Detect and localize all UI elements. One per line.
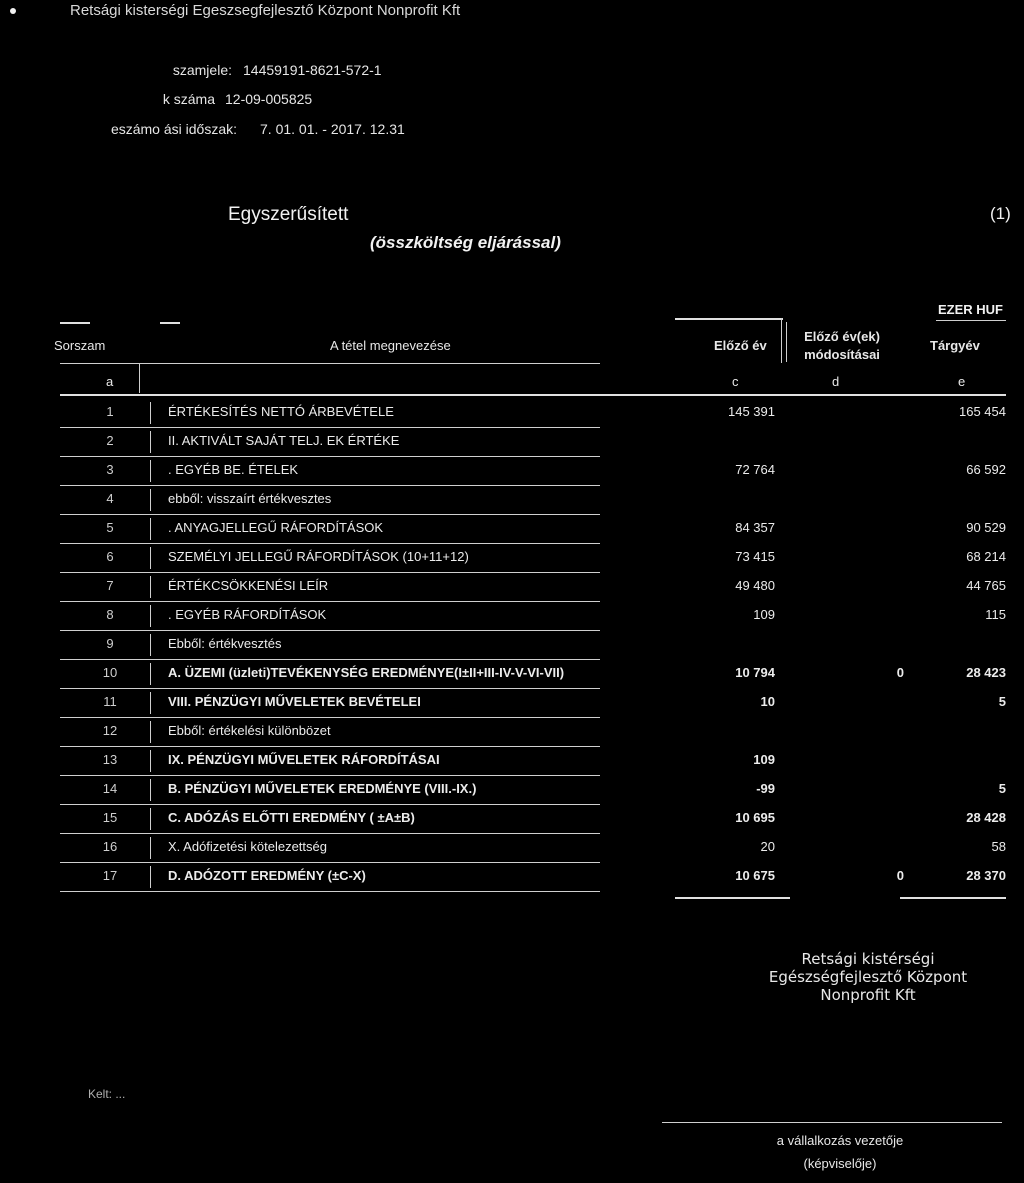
table-row (0, 545, 1024, 569)
row-col-divider (150, 808, 151, 830)
row-col-divider (150, 779, 151, 801)
row-curr-value: 58 (991, 839, 1006, 854)
row-prev-value: -99 (756, 781, 775, 796)
company-name: Retsági kisterségi Egeszsegfejlesztő Központ Nonprofit Kft (70, 2, 461, 19)
row-prev-value: 20 (760, 839, 775, 854)
row-name: X. Adófizetési kötelezettség (168, 839, 327, 854)
row-prev-value: 145 391 (728, 404, 775, 419)
header-vline-d (786, 322, 787, 362)
col-divider-a (139, 363, 140, 393)
row-col-divider (150, 692, 151, 714)
row-prev-value: 109 (753, 752, 775, 767)
form-code: (1) (990, 204, 1011, 223)
total-underline-c (675, 897, 790, 899)
col-header-prev: Előző év (714, 338, 767, 353)
row-name: ebből: visszaírt értékvesztes (168, 491, 332, 506)
row-col-divider (150, 576, 151, 598)
row-col-divider (150, 837, 151, 859)
row-name: II. AKTIVÁLT SAJÁT TELJ. EK ÉRTÉKE (168, 433, 400, 448)
row-number: 2 (106, 433, 114, 448)
row-prev-value: 10 (760, 694, 775, 709)
row-curr-value: 66 592 (966, 462, 1006, 477)
row-curr-value: 165 454 (959, 404, 1006, 419)
row-prev-value: 109 (753, 607, 775, 622)
signature-line (662, 1122, 1002, 1123)
row-name: VIII. PÉNZÜGYI MŰVELETEK BEVÉTELEI (168, 694, 421, 709)
row-mod-value: 0 (896, 868, 904, 883)
row-divider (60, 688, 600, 689)
table-row (0, 661, 1024, 685)
col-header-sorszam: Sorszam (54, 338, 106, 353)
row-divider (60, 630, 600, 631)
footer-date: Kelt: ... (88, 1087, 126, 1101)
header-vline-c (781, 318, 782, 363)
table-row (0, 458, 1024, 482)
table-row (0, 835, 1024, 859)
row-divider (60, 659, 600, 660)
row-col-divider (150, 721, 151, 743)
row-col-divider (150, 460, 151, 482)
table-row (0, 748, 1024, 772)
row-divider (60, 804, 600, 805)
row-col-divider (150, 402, 151, 424)
row-prev-value: 10 695 (735, 810, 775, 825)
col-letter-e: e (958, 374, 966, 389)
table-row (0, 864, 1024, 888)
row-divider (60, 514, 600, 515)
signature-org-line1: Retsági kistérségi (801, 950, 935, 968)
row-number: 6 (106, 549, 114, 564)
row-divider (60, 543, 600, 544)
row-number: 15 (102, 810, 118, 825)
table-row (0, 516, 1024, 540)
row-divider (60, 746, 600, 747)
meta-label-reg: k száma (162, 91, 215, 107)
row-prev-value: 49 480 (735, 578, 775, 593)
row-col-divider (150, 634, 151, 656)
bullet-icon (10, 8, 16, 14)
row-name: C. ADÓZÁS ELŐTTI EREDMÉNY ( ±A±B) (168, 810, 415, 825)
row-number: 9 (106, 636, 114, 651)
row-col-divider (150, 750, 151, 772)
report-subtitle: (összköltség eljárással) (370, 233, 561, 252)
signature-org-line2: Egészségfejlesztő Központ (768, 968, 968, 986)
row-curr-value: 5 (998, 694, 1006, 709)
table-row (0, 777, 1024, 801)
row-curr-value: 5 (998, 781, 1006, 796)
row-divider (60, 601, 600, 602)
row-divider (60, 485, 600, 486)
table-row (0, 719, 1024, 743)
row-divider (60, 717, 600, 718)
unit-underline (936, 320, 1006, 321)
header-rule-left (60, 322, 90, 324)
row-number: 12 (102, 723, 118, 738)
col-header-curr: Tárgyév (930, 338, 980, 353)
row-col-divider (150, 605, 151, 627)
col-letter-d: d (832, 374, 840, 389)
meta-value-reg: 12-09-005825 (225, 91, 313, 107)
row-col-divider (150, 547, 151, 569)
row-curr-value: 115 (985, 607, 1006, 622)
row-col-divider (150, 663, 151, 685)
row-divider (60, 775, 600, 776)
row-col-divider (150, 518, 151, 540)
row-name: SZEMÉLYI JELLEGŰ RÁFORDÍTÁSOK (10+11+12) (168, 549, 469, 564)
row-divider (60, 456, 600, 457)
row-number: 1 (106, 404, 114, 419)
row-curr-value: 90 529 (966, 520, 1006, 535)
row-divider (60, 862, 600, 863)
table-row (0, 806, 1024, 830)
row-number: 10 (102, 665, 118, 680)
row-curr-value: 68 214 (966, 549, 1006, 564)
row-name: . EGYÉB BE. ÉTELEK (168, 462, 299, 477)
row-number: 5 (106, 520, 114, 535)
row-prev-value: 72 764 (735, 462, 775, 477)
row-name: Ebből: értékelési különbözet (168, 723, 331, 738)
row-name: Ebből: értékvesztés (168, 636, 282, 651)
col-header-name: A tétel megnevezése (330, 338, 451, 353)
row-number: 13 (102, 752, 118, 767)
row-divider (60, 572, 600, 573)
col-header-mod: Előző év(ek) módosításai (804, 329, 880, 362)
row-name: ÉRTÉKCSÖKKENÉSI LEÍR (168, 578, 329, 593)
row-name: . EGYÉB RÁFORDÍTÁSOK (168, 607, 327, 622)
row-prev-value: 84 357 (735, 520, 775, 535)
row-curr-value: 28 370 (966, 868, 1006, 883)
row-number: 14 (102, 781, 118, 796)
meta-label-period: eszámo ási időszak: (110, 121, 237, 137)
row-number: 17 (102, 868, 118, 883)
row-curr-value: 28 423 (966, 665, 1006, 680)
row-name: A. ÜZEMI (üzleti)TEVÉKENYSÉG EREDMÉNYE(I±II+III-IV-V-VI-VII) (168, 665, 565, 680)
row-col-divider (150, 431, 151, 453)
table-row (0, 429, 1024, 453)
header-rule-mid (160, 322, 180, 324)
row-divider (60, 891, 600, 892)
meta-value-period: 7. 01. 01. - 2017. 12.31 (260, 121, 405, 137)
row-number: 16 (102, 839, 118, 854)
row-col-divider (150, 489, 151, 511)
meta-label-stat: szamjele: (172, 62, 232, 78)
row-curr-value: 28 428 (966, 810, 1006, 825)
row-number: 4 (106, 491, 114, 506)
meta-value-stat: 14459191-8621-572-1 (243, 62, 382, 78)
row-col-divider (150, 866, 151, 888)
row-prev-value: 10 794 (735, 665, 775, 680)
row-number: 11 (103, 694, 117, 709)
col-letter-c: c (732, 374, 739, 389)
row-name: IX. PÉNZÜGYI MŰVELETEK RÁFORDÍTÁSAI (168, 752, 440, 767)
signature-role: a vállalkozás vezetője (776, 1133, 904, 1148)
col-letter-a: a (106, 374, 114, 389)
table-row (0, 632, 1024, 656)
unit-label: EZER HUF (938, 302, 1003, 317)
signature-role-sub: (képviselője) (803, 1156, 877, 1171)
row-divider (60, 427, 600, 428)
table-row (0, 574, 1024, 598)
table-row (0, 400, 1024, 424)
row-name: ÉRTÉKESÍTÉS NETTÓ ÁRBEVÉTELE (168, 404, 394, 419)
row-mod-value: 0 (896, 665, 904, 680)
row-name: B. PÉNZÜGYI MŰVELETEK EREDMÉNYE (VIII.-IX.) (168, 781, 477, 796)
header-bottom-rule (60, 363, 600, 364)
row-name: . ANYAGJELLEGŰ RÁFORDÍTÁSOK (168, 520, 384, 535)
signature-org-line3: Nonprofit Kft (820, 986, 916, 1004)
row-prev-value: 10 675 (735, 868, 775, 883)
report-title: Egyszerűsített (228, 204, 349, 225)
table-row (0, 690, 1024, 714)
header-rule-c (675, 318, 783, 320)
row-curr-value: 44 765 (966, 578, 1006, 593)
table-row (0, 487, 1024, 511)
row-number: 3 (106, 462, 114, 477)
table-top-rule (60, 394, 1006, 396)
row-divider (60, 833, 600, 834)
row-number: 7 (106, 578, 114, 593)
row-name: D. ADÓZOTT EREDMÉNY (±C-X) (168, 868, 366, 883)
row-prev-value: 73 415 (735, 549, 775, 564)
row-number: 8 (106, 607, 114, 622)
table-row (0, 603, 1024, 627)
total-underline-e (900, 897, 1006, 899)
